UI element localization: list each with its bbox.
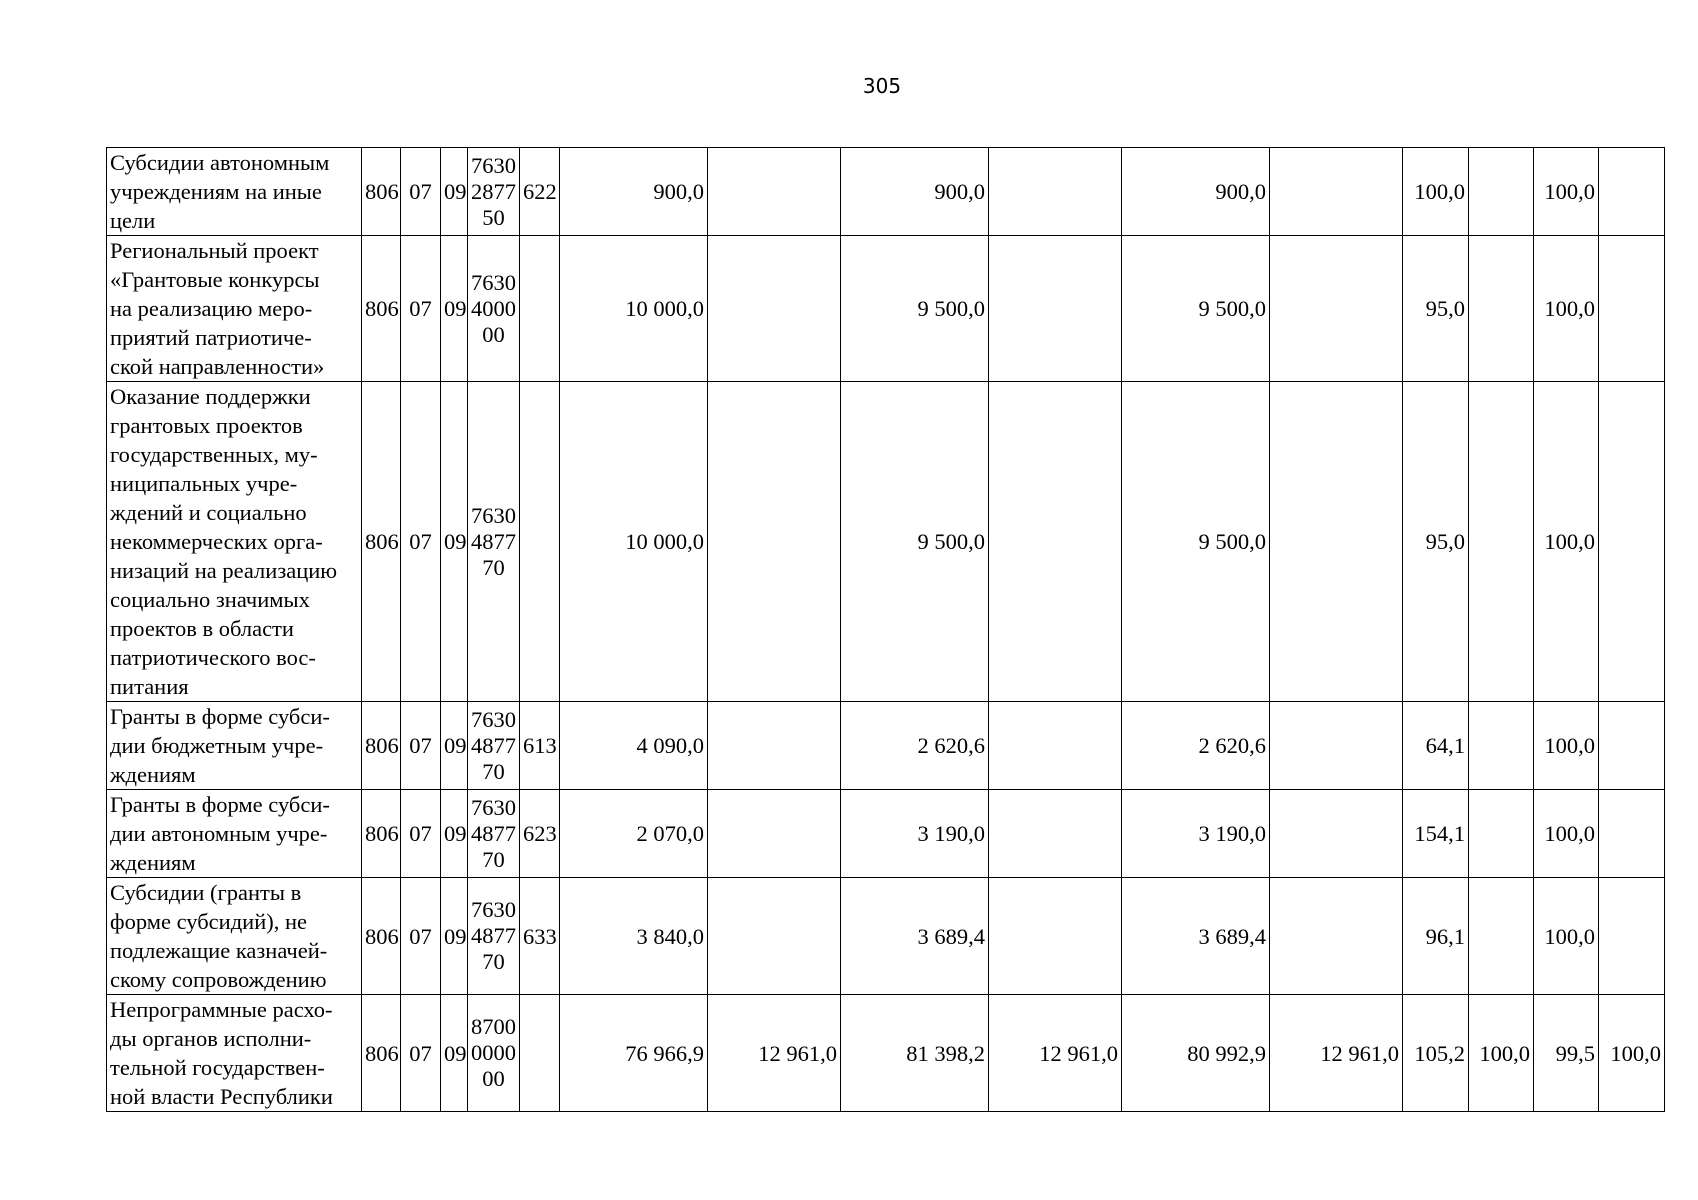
value-cell-2 — [708, 236, 841, 382]
percent-cell-2 — [1469, 236, 1534, 382]
row-name-line: дии бюджетным учре- — [110, 733, 324, 758]
csr-code-line: 4000 — [471, 295, 516, 321]
value-cell-6 — [1270, 382, 1403, 702]
percent-cell-3: 100,0 — [1534, 148, 1599, 236]
rz-code-cell: 07 — [401, 236, 441, 382]
csr-code-line: 2877 — [471, 178, 516, 204]
table-row — [107, 790, 1665, 878]
row-name-line: Региональный проект — [110, 238, 319, 263]
row-name-line: грантовых проектов — [110, 413, 303, 438]
rz-code-cell: 07 — [401, 702, 441, 790]
csr-code-cell — [468, 995, 520, 1112]
percent-cell-2 — [1469, 382, 1534, 702]
percent-cell-2 — [1469, 790, 1534, 878]
row-name-line: Непрограммные расхо- — [110, 997, 333, 1022]
percent-cell-3: 100,0 — [1534, 382, 1599, 702]
vr-code-cell: 633 — [520, 878, 560, 995]
percent-cell-2: 100,0 — [1469, 995, 1534, 1112]
csr-code-line: 8700 — [471, 1014, 516, 1039]
csr-code-cell — [468, 790, 520, 878]
rz-code-cell: 07 — [401, 878, 441, 995]
row-name-cell — [107, 702, 362, 790]
row-name-line: ждениям — [110, 850, 196, 875]
rz-code-cell: 07 — [401, 995, 441, 1112]
percent-cell-4 — [1599, 878, 1665, 995]
percent-cell-1: 100,0 — [1403, 148, 1469, 236]
vr-code-cell — [520, 382, 560, 702]
value-cell-1: 900,0 — [560, 148, 708, 236]
value-cell-3: 81 398,2 — [841, 995, 989, 1112]
rz-code-cell: 07 — [401, 382, 441, 702]
value-cell-2: 12 961,0 — [708, 995, 841, 1112]
value-cell-1: 76 966,9 — [560, 995, 708, 1112]
row-name-line: подлежащие казначей- — [110, 938, 328, 963]
row-name-line: цели — [110, 208, 156, 233]
row-name-cell — [107, 790, 362, 878]
percent-cell-3: 99,5 — [1534, 995, 1599, 1112]
csr-code-cell — [468, 702, 520, 790]
percent-cell-1: 95,0 — [1403, 382, 1469, 702]
percent-cell-1: 95,0 — [1403, 236, 1469, 382]
percent-cell-2 — [1469, 702, 1534, 790]
percent-cell-3: 100,0 — [1534, 790, 1599, 878]
value-cell-5: 9 500,0 — [1122, 382, 1270, 702]
row-name-line: дии автономным учре- — [110, 821, 328, 846]
value-cell-2 — [708, 382, 841, 702]
value-cell-6 — [1270, 878, 1403, 995]
row-name-line: Гранты в форме субси- — [110, 792, 330, 817]
value-cell-1: 3 840,0 — [560, 878, 708, 995]
ved-code-cell: 806 — [362, 236, 401, 382]
row-name-line: государственных, му- — [110, 442, 318, 467]
pr-code-cell: 09 — [441, 148, 468, 236]
csr-code-cell — [468, 382, 520, 702]
csr-code-line: 7630 — [471, 897, 516, 922]
vr-code-cell — [520, 995, 560, 1112]
percent-cell-3: 100,0 — [1534, 236, 1599, 382]
value-cell-4 — [989, 878, 1122, 995]
csr-code-line: 7630 — [471, 502, 516, 528]
percent-cell-1: 64,1 — [1403, 702, 1469, 790]
value-cell-2 — [708, 878, 841, 995]
csr-code-line: 4877 — [471, 923, 516, 948]
value-cell-4: 12 961,0 — [989, 995, 1122, 1112]
value-cell-4 — [989, 702, 1122, 790]
row-name-line: на реализацию меро- — [110, 296, 313, 321]
value-cell-4 — [989, 382, 1122, 702]
value-cell-1: 4 090,0 — [560, 702, 708, 790]
vr-code-cell: 622 — [520, 148, 560, 236]
row-name-line: ждений и социально — [110, 500, 307, 525]
row-name-cell — [107, 995, 362, 1112]
value-cell-3: 900,0 — [841, 148, 989, 236]
value-cell-5: 9 500,0 — [1122, 236, 1270, 382]
csr-code-line: 70 — [482, 554, 505, 580]
budget-table — [106, 147, 1665, 1112]
percent-cell-1: 105,2 — [1403, 995, 1469, 1112]
row-name-line: низаций на реализацию — [110, 558, 338, 583]
ved-code-cell: 806 — [362, 878, 401, 995]
value-cell-6 — [1270, 148, 1403, 236]
vr-code-cell: 623 — [520, 790, 560, 878]
row-name-line: Субсидии автономным — [110, 150, 330, 175]
csr-code-cell — [468, 878, 520, 995]
rz-code-cell: 07 — [401, 790, 441, 878]
csr-code-cell — [468, 236, 520, 382]
vr-code-cell — [520, 236, 560, 382]
table-row — [107, 382, 1665, 702]
row-name-line: форме субсидий), не — [110, 909, 308, 934]
csr-code-line: 50 — [482, 204, 505, 230]
percent-cell-4: 100,0 — [1599, 995, 1665, 1112]
row-name-line: скому сопровождению — [110, 967, 327, 992]
value-cell-4 — [989, 236, 1122, 382]
row-name-cell — [107, 236, 362, 382]
value-cell-4 — [989, 148, 1122, 236]
value-cell-6: 12 961,0 — [1270, 995, 1403, 1112]
percent-cell-4 — [1599, 702, 1665, 790]
pr-code-cell: 09 — [441, 236, 468, 382]
table-row — [107, 878, 1665, 995]
value-cell-5: 3 190,0 — [1122, 790, 1270, 878]
value-cell-3: 9 500,0 — [841, 382, 989, 702]
value-cell-2 — [708, 790, 841, 878]
csr-code-line: 7630 — [471, 794, 516, 820]
percent-cell-2 — [1469, 148, 1534, 236]
ved-code-cell: 806 — [362, 382, 401, 702]
value-cell-5: 2 620,6 — [1122, 702, 1270, 790]
percent-cell-2 — [1469, 878, 1534, 995]
row-name-line: ждениям — [110, 762, 196, 787]
page-number: 305 — [862, 74, 902, 98]
value-cell-1: 2 070,0 — [560, 790, 708, 878]
row-name-line: приятий патриотиче- — [110, 325, 312, 350]
percent-cell-4 — [1599, 236, 1665, 382]
row-name-line: тельной государствен- — [110, 1055, 325, 1080]
value-cell-3: 2 620,6 — [841, 702, 989, 790]
row-name-line: патриотического вос- — [110, 645, 316, 670]
csr-code-line: 4877 — [471, 732, 516, 758]
csr-code-line: 70 — [482, 846, 505, 872]
pr-code-cell: 09 — [441, 702, 468, 790]
row-name-line: ной власти Республики — [110, 1084, 333, 1109]
value-cell-2 — [708, 702, 841, 790]
percent-cell-3: 100,0 — [1534, 878, 1599, 995]
value-cell-4 — [989, 790, 1122, 878]
csr-code-line: 00 — [482, 1066, 505, 1091]
value-cell-1: 10 000,0 — [560, 236, 708, 382]
value-cell-6 — [1270, 702, 1403, 790]
row-name-line: некоммерческих орга- — [110, 529, 323, 554]
csr-code-line: 7630 — [471, 152, 516, 178]
row-name-line: ниципальных учре- — [110, 471, 298, 496]
percent-cell-4 — [1599, 148, 1665, 236]
value-cell-3: 9 500,0 — [841, 236, 989, 382]
value-cell-5: 80 992,9 — [1122, 995, 1270, 1112]
csr-code-line: 70 — [482, 758, 505, 784]
vr-code-cell: 613 — [520, 702, 560, 790]
ved-code-cell: 806 — [362, 702, 401, 790]
pr-code-cell: 09 — [441, 878, 468, 995]
pr-code-cell: 09 — [441, 995, 468, 1112]
csr-code-line: 00 — [482, 321, 505, 347]
row-name-cell — [107, 148, 362, 236]
ved-code-cell: 806 — [362, 790, 401, 878]
row-name-line: проектов в области — [110, 616, 294, 641]
value-cell-2 — [708, 148, 841, 236]
percent-cell-3: 100,0 — [1534, 702, 1599, 790]
table-row — [107, 148, 1665, 236]
row-name-line: Оказание поддержки — [110, 384, 311, 409]
table-row — [107, 995, 1665, 1112]
row-name-line: Субсидии (гранты в — [110, 880, 302, 905]
row-name-line: ской направленности» — [110, 354, 325, 379]
value-cell-1: 10 000,0 — [560, 382, 708, 702]
csr-code-line: 7630 — [471, 269, 516, 295]
row-name-line: Гранты в форме субси- — [110, 704, 330, 729]
row-name-cell — [107, 878, 362, 995]
row-name-line: социально значимых — [110, 587, 310, 612]
value-cell-6 — [1270, 790, 1403, 878]
csr-code-line: 70 — [482, 949, 505, 974]
percent-cell-1: 154,1 — [1403, 790, 1469, 878]
table-row — [107, 702, 1665, 790]
value-cell-5: 900,0 — [1122, 148, 1270, 236]
value-cell-3: 3 689,4 — [841, 878, 989, 995]
csr-code-line: 0000 — [471, 1040, 516, 1065]
row-name-cell — [107, 382, 362, 702]
csr-code-cell — [468, 148, 520, 236]
pr-code-cell: 09 — [441, 382, 468, 702]
rz-code-cell: 07 — [401, 148, 441, 236]
percent-cell-1: 96,1 — [1403, 878, 1469, 995]
csr-code-line: 7630 — [471, 706, 516, 732]
percent-cell-4 — [1599, 790, 1665, 878]
row-name-line: питания — [110, 674, 189, 699]
csr-code-line: 4877 — [471, 820, 516, 846]
value-cell-5: 3 689,4 — [1122, 878, 1270, 995]
pr-code-cell: 09 — [441, 790, 468, 878]
row-name-line: «Грантовые конкурсы — [110, 267, 320, 292]
ved-code-cell: 806 — [362, 148, 401, 236]
value-cell-6 — [1270, 236, 1403, 382]
csr-code-line: 4877 — [471, 528, 516, 554]
percent-cell-4 — [1599, 382, 1665, 702]
value-cell-3: 3 190,0 — [841, 790, 989, 878]
row-name-line: учреждениям на иные — [110, 179, 322, 204]
row-name-line: ды органов исполни- — [110, 1026, 312, 1051]
table-row — [107, 236, 1665, 382]
ved-code-cell: 806 — [362, 995, 401, 1112]
